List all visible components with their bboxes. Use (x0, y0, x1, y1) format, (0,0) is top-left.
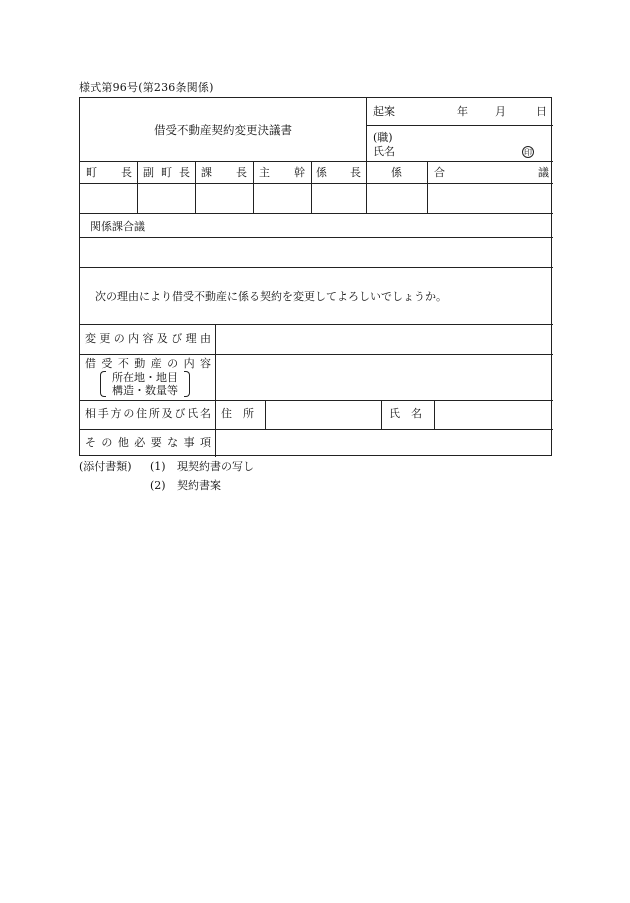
approval-top-line (80, 161, 553, 162)
approval-divider (311, 161, 312, 213)
approval-header-line (80, 183, 553, 184)
position-label: (職) (373, 131, 393, 144)
attachment-number: (1) (150, 460, 166, 473)
title-divider (366, 98, 367, 161)
related-bottom-line (80, 267, 553, 268)
approval-bottom-line (80, 213, 553, 214)
name-block-divider (381, 400, 382, 429)
row-divider (80, 429, 553, 430)
approver-subsection-chief: 係 長 (316, 166, 361, 179)
property-content-label: 借受不動産の内容 (85, 357, 211, 370)
approver-section-chief: 課 長 (201, 166, 247, 179)
statement-bottom-line (80, 324, 553, 325)
related-section-label: 関係課合議 (90, 220, 145, 233)
detail-label-divider (215, 324, 216, 457)
draft-divider (366, 125, 553, 126)
row-divider (80, 400, 553, 401)
other-matters-label: その他必要な事項 (85, 436, 211, 449)
document-title: 借受不動産契約変更決議書 (154, 123, 292, 137)
approver-supervisor: 主 幹 (259, 166, 305, 179)
attachment-number: (2) (150, 479, 166, 492)
approval-divider (253, 161, 254, 213)
approver-deputy-mayor: 副 町 長 (143, 166, 190, 179)
address-label: 住 所 (221, 407, 254, 420)
address-divider (265, 400, 266, 429)
draft-year-label: 年 (457, 105, 468, 118)
approval-divider (195, 161, 196, 213)
seal-icon: 印 (524, 148, 532, 157)
consult-label-right: 議 (538, 166, 549, 179)
draft-month-label: 月 (495, 105, 506, 118)
form-number-label: 様式第96号(第236条関係) (79, 81, 214, 94)
related-divider (80, 237, 553, 238)
approval-divider (137, 161, 138, 213)
property-structure-label: 構造・数量等 (112, 384, 178, 397)
approval-divider (427, 161, 428, 213)
draft-label: 起案 (373, 105, 395, 118)
draft-day-label: 日 (536, 105, 547, 118)
right-bracket (184, 371, 190, 397)
attachment-item: 現契約書の写し (177, 460, 254, 473)
counterparty-name-label: 氏 名 (389, 407, 422, 420)
decision-form-table (79, 97, 552, 456)
change-reason-label: 変更の内容及び理由 (85, 332, 211, 345)
attachment-item: 契約書案 (177, 479, 221, 492)
name-divider (434, 400, 435, 429)
row-divider (80, 354, 553, 355)
property-location-label: 所在地・地目 (112, 371, 178, 384)
approver-staff: 係 (391, 166, 402, 179)
attachments-label: (添付書類) (79, 460, 132, 473)
approver-town-mayor: 町 長 (86, 166, 132, 179)
request-statement: 次の理由により借受不動産に係る契約を変更してよろしいでしょうか。 (95, 290, 447, 303)
consult-label-left: 合 (434, 166, 445, 179)
drafter-name-label: 氏名 (373, 145, 395, 158)
counterparty-label: 相手方の住所及び氏名 (85, 407, 211, 420)
